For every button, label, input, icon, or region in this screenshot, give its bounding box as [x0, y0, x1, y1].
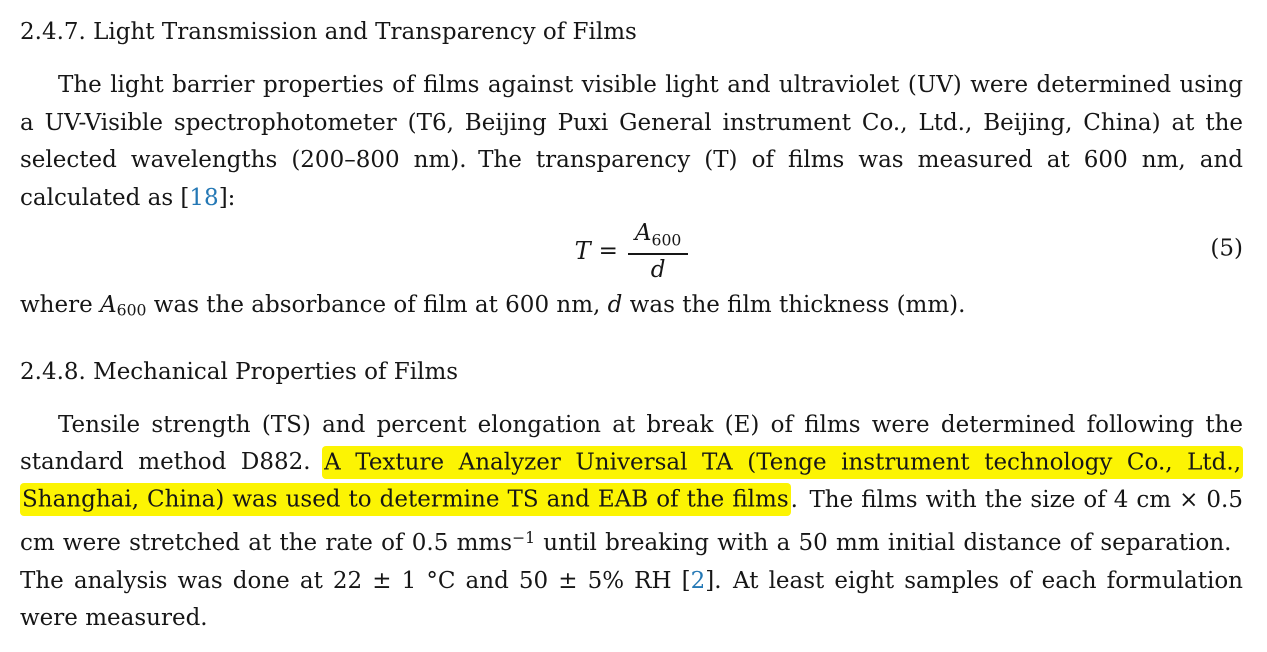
fraction [628, 221, 688, 282]
subscript-text: 600 [116, 300, 147, 320]
text-run: ]. At least eight samples of each formulation were measured. [20, 567, 1243, 632]
equation-lhs-variable: T [574, 237, 591, 266]
citation-link[interactable]: 18 [189, 184, 219, 211]
text-run: Tensile strength (TS) and percent elongation at break (E) of films were determined following the standard method D882. [20, 411, 1243, 476]
text-run: was the absorbance of film at 600 nm, [146, 292, 608, 318]
equation-number: (5) [1210, 235, 1243, 262]
text-run: ]: [218, 184, 236, 211]
italic-variable: A [100, 292, 117, 318]
highlighted-text: A Texture Analyzer Universal TA (Tenge instrument technology Co., Ltd., Shanghai, China) was used to determine TS and EAB of the films [20, 446, 1243, 517]
superscript-text: −1 [512, 528, 536, 548]
equals-sign: = [598, 238, 618, 265]
text-run: was the film thickness (mm). [622, 292, 966, 318]
text-run: where [20, 292, 101, 318]
text-run: The light barrier properties of films against visible light and ultraviolet (UV) were determined using a UV-Visible spectrophotometer (T6, Beijing Puxi General instrument Co., Ltd., Beijing, China) at the selected wavelengths (200–800 nm). The transparency (T) of films was measured at 600 nm, and calculated as [ [20, 72, 1243, 211]
equation-expression [575, 221, 689, 282]
fraction-denominator: d [650, 257, 666, 284]
equation-description-line [20, 287, 1243, 329]
text-run: . The films with the size of 4 cm × 0.5 cm were stretched at the rate of 0.5 mms [20, 486, 1244, 557]
numerator-variable: A [634, 220, 652, 247]
text-run: until breaking with a 50 mm initial distance of separation. The analysis was done at 22 ± 1 °C and 50 ± 5% RH [ [20, 530, 1243, 594]
italic-variable: d [607, 292, 623, 318]
section-heading-2-4-7: 2.4.7. Light Transmission and Transparency of Films [20, 19, 637, 45]
paragraph-light-transmission [20, 67, 1243, 217]
paragraph-mechanical-properties [20, 407, 1243, 638]
citation-link[interactable]: 2 [690, 567, 706, 594]
fraction-numerator [628, 221, 688, 255]
numerator-subscript: 600 [651, 231, 682, 251]
section-heading-2-4-8: 2.4.8. Mechanical Properties of Films [20, 358, 459, 385]
equation-5 [20, 217, 1243, 287]
